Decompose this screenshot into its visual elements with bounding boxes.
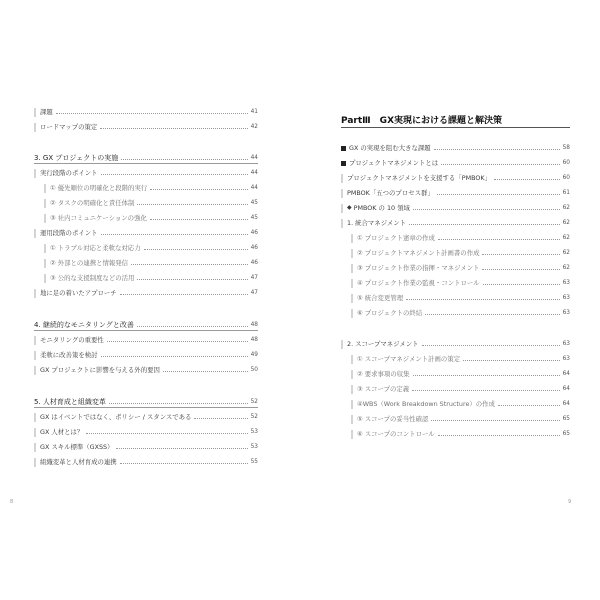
toc-entry-label: GX スキル標準（GXSS）: [40, 443, 114, 451]
toc-entry: [44, 242, 258, 254]
entry-marker-bar: [34, 229, 36, 238]
dot-leader: [413, 208, 560, 210]
toc-page-number: 52: [250, 399, 258, 405]
toc-page-number: 53: [250, 444, 258, 450]
part-title: PartⅢ GX実現における課題と解決策: [341, 116, 503, 126]
toc-page-number: 55: [250, 459, 258, 465]
dot-leader: [463, 359, 560, 361]
dot-leader: [438, 238, 560, 240]
toc-entry-label: 5. 人材育成と組織変革: [34, 398, 106, 406]
entry-marker-bar: [44, 214, 46, 223]
toc-page-number: 53: [250, 429, 258, 435]
dot-leader: [434, 148, 560, 150]
dot-leader: [137, 325, 248, 327]
dot-leader: [413, 374, 560, 376]
dot-leader: [131, 263, 248, 265]
toc-entry: [341, 217, 570, 229]
toc-entry-label: ① トラブル対応と柔軟な対応力: [50, 244, 141, 252]
toc-page-number: 58: [562, 145, 570, 151]
toc-entry-label: 課題: [40, 108, 53, 116]
toc-entry-label: ② プロジェクトマネジメント計画書の作成: [357, 249, 480, 257]
toc-page-number: 42: [250, 124, 258, 130]
entry-marker-bar: [34, 123, 36, 132]
toc-entry-label: ② 外部との連携と情報発信: [50, 259, 129, 267]
toc-entry: [34, 334, 258, 346]
entry-marker-bar: [341, 340, 343, 349]
toc-entry: [34, 426, 258, 438]
toc-entry: [351, 398, 570, 410]
toc-entry-label: ① プロジェクト憲章の作成: [357, 234, 435, 242]
entry-marker-bar: [351, 279, 353, 288]
dot-leader: [412, 389, 559, 391]
toc-entry: [34, 441, 258, 453]
dot-leader: [121, 158, 247, 160]
toc-page-number: 63: [562, 341, 570, 347]
toc-entry: [34, 456, 258, 468]
dot-leader: [483, 283, 560, 285]
toc-entry-label: ④WBS（Work Breakdown Structure）の作成: [357, 400, 495, 408]
toc-page-number: 48: [250, 322, 258, 328]
toc-page-number: 63: [562, 310, 570, 316]
toc-page-number: 47: [250, 275, 258, 281]
toc-page-number: 46: [250, 230, 258, 236]
dot-leader: [437, 193, 560, 195]
square-bullet-icon: [341, 146, 346, 151]
entry-marker-bar: [34, 458, 36, 467]
entry-marker-bar: [341, 189, 343, 198]
toc-page-number: 47: [250, 290, 258, 296]
dot-leader: [56, 112, 248, 114]
toc-entry-label: ロードマップの策定: [40, 123, 98, 131]
entry-marker-bar: [44, 184, 46, 193]
toc-entry-label: ③ 公的な支援制度などの活用: [50, 274, 135, 282]
toc-entry-label: GX の実現を阻む大きな課題: [349, 144, 431, 152]
dot-leader: [163, 370, 248, 372]
toc-entry: [351, 292, 570, 304]
entry-marker-bar: [34, 108, 36, 117]
entry-marker-bar: [351, 355, 353, 364]
toc-entry-label: ② 要求事項の収集: [357, 370, 410, 378]
toc-entry: [351, 383, 570, 395]
toc-page-number: 48: [250, 337, 258, 343]
toc-page-number: 50: [250, 367, 258, 373]
dot-leader: [137, 278, 247, 280]
toc-entry: [34, 287, 258, 299]
toc-page-number: 41: [250, 109, 258, 115]
entry-marker-bar: [351, 234, 353, 243]
entry-marker-bar: [351, 264, 353, 273]
entry-marker-bar: [351, 370, 353, 379]
toc-entry-label: 地に足の着いたアプローチ: [40, 289, 117, 297]
dot-leader: [100, 127, 247, 129]
toc-entry-label: 組織変革と人材育成の連携: [40, 458, 117, 466]
toc-entry-label: 4. 継続的なモニタリングと改善: [34, 321, 134, 329]
toc-page-number: 44: [250, 170, 258, 176]
toc-entry: [351, 232, 570, 244]
dot-leader: [86, 432, 247, 434]
toc-entry: [351, 262, 570, 274]
toc-entry-label: PMBOK の 10 領域: [353, 204, 410, 212]
toc-entry-label: プロジェクトマネジメントとは: [349, 159, 439, 167]
toc-entry: [341, 187, 570, 199]
toc-entry-label: ⑥ スコープのコントロール: [357, 430, 435, 438]
entry-marker-bar: [351, 385, 353, 394]
dot-leader: [438, 434, 560, 436]
entry-marker-bar: [34, 169, 36, 178]
toc-entry: [351, 277, 570, 289]
entry-marker-bar: [351, 309, 353, 318]
dot-leader: [406, 298, 560, 300]
entry-marker-bar: [351, 400, 353, 409]
entry-marker-bar: [34, 413, 36, 422]
entry-marker-bar: [351, 294, 353, 303]
toc-entry: [44, 182, 258, 194]
toc-entry: [341, 142, 570, 154]
toc-entry: [341, 157, 570, 169]
toc-entry-label: 1. 統合マネジメント: [347, 219, 407, 227]
dot-leader: [422, 344, 560, 346]
dot-leader: [409, 223, 560, 225]
dot-leader: [150, 188, 247, 190]
toc-entry-label: 3. GX プロジェクトの実施: [34, 154, 119, 162]
toc-page-number: 65: [562, 416, 570, 422]
toc-entry-label: ① 優先順位の明確化と段階的実行: [50, 184, 148, 192]
toc-page-number: 44: [250, 185, 258, 191]
toc-entry-label: PMBOK「五つのプロセス群」: [347, 189, 434, 197]
toc-entry-label: ③ 社内コミュニケーションの強化: [50, 214, 147, 222]
toc-page-number: 64: [562, 386, 570, 392]
dot-leader: [109, 402, 248, 404]
dot-leader: [116, 447, 247, 449]
square-bullet-icon: [341, 161, 346, 166]
dot-leader: [137, 203, 247, 205]
toc-entry-label: ④ プロジェクト作業の監視・コントロール: [357, 279, 480, 287]
toc-entry-label: 実行段階のポイント: [40, 169, 98, 177]
dot-leader: [441, 163, 559, 165]
toc-entry: [34, 349, 258, 361]
toc-page-number: 64: [562, 401, 570, 407]
entry-marker-bar: [34, 428, 36, 437]
toc-entry-label: プロジェクトマネジメントを支援する「PMBOK」: [347, 174, 491, 182]
toc-page-number: 62: [562, 220, 570, 226]
toc-entry: [351, 428, 570, 440]
dot-leader: [431, 419, 559, 421]
entry-marker-bar: [34, 336, 36, 345]
section-heading-rule: [34, 330, 258, 331]
dot-leader: [498, 404, 560, 406]
toc-entry: [34, 227, 258, 239]
toc-entry-label: ⑥ プロジェクトの終結: [357, 309, 423, 317]
dot-leader: [482, 253, 559, 255]
toc-page-number: 63: [562, 295, 570, 301]
toc-entry: [34, 106, 258, 118]
entry-marker-bar: [351, 415, 353, 424]
entry-marker-bar: [341, 219, 343, 228]
toc-page-number: 49: [250, 352, 258, 358]
dot-leader: [101, 355, 248, 357]
dot-leader: [482, 268, 559, 270]
page-folio-left: 8: [10, 499, 14, 505]
dot-leader: [494, 178, 560, 180]
section-heading-rule: [34, 163, 258, 164]
toc-page-number: 62: [562, 250, 570, 256]
page-folio-right: 9: [568, 499, 572, 505]
toc-entry-label: 運用段階のポイント: [40, 229, 98, 237]
toc-page-number: 44: [250, 155, 258, 161]
toc-entry: [34, 411, 258, 423]
entry-marker-bar: [351, 249, 353, 258]
toc-entry: [351, 413, 570, 425]
entry-marker-bar: [44, 259, 46, 268]
toc-page-number: 46: [250, 260, 258, 266]
section-heading-rule: [34, 407, 258, 408]
entry-marker-bar: [34, 289, 36, 298]
toc-entry: [341, 338, 570, 350]
toc-page-number: 52: [250, 414, 258, 420]
entry-marker-bar: [351, 430, 353, 439]
toc-page-number: 46: [250, 245, 258, 251]
toc-entry-label: ⑤ 統合変更管理: [357, 294, 404, 302]
toc-page-number: 45: [250, 200, 258, 206]
toc-entry-label: GX 人材とは？: [40, 428, 84, 436]
toc-entry-label: ③ プロジェクト作業の指揮・マネジメント: [357, 264, 480, 272]
toc-page-number: 64: [562, 371, 570, 377]
toc-page-number: 62: [562, 205, 570, 211]
dot-leader: [425, 313, 559, 315]
toc-entry-label: 柔軟に改善策を検討: [40, 351, 98, 359]
dot-leader: [120, 293, 248, 295]
entry-marker-bar: [341, 204, 343, 213]
toc-page-number: 63: [562, 356, 570, 362]
toc-page-number: 65: [562, 431, 570, 437]
entry-marker-bar: [34, 443, 36, 452]
entry-marker-bar: [44, 274, 46, 283]
toc-entry: [44, 257, 258, 269]
toc-entry: [351, 307, 570, 319]
toc-entry: [341, 172, 570, 184]
toc-entry-label: ③ スコープの定義: [357, 385, 410, 393]
entry-marker-bar: [34, 366, 36, 375]
toc-entry: [34, 364, 258, 376]
toc-page-number: 60: [562, 160, 570, 166]
toc-entry: [34, 121, 258, 133]
toc-entry-label: ② タスクの明確化と責任体制: [50, 199, 135, 207]
toc-entry: [341, 202, 570, 214]
dot-leader: [101, 233, 248, 235]
dot-leader: [194, 417, 247, 419]
toc-entry-label: ⑤ スコープの妥当性確認: [357, 415, 429, 423]
toc-entry-label: モニタリングの重要性: [40, 336, 104, 344]
toc-entry-label: 2. スコープマネジメント: [347, 340, 419, 348]
dot-leader: [107, 340, 248, 342]
toc-entry: [351, 247, 570, 259]
dot-leader: [101, 173, 248, 175]
toc-entry-label: GX はイベントではなく、ポリシー / スタンスである: [40, 413, 192, 421]
toc-entry: [44, 212, 258, 224]
toc-page-number: 63: [562, 280, 570, 286]
toc-entry: [34, 167, 258, 179]
entry-marker-bar: [44, 199, 46, 208]
toc-page-number: 62: [562, 265, 570, 271]
toc-page-number: 62: [562, 235, 570, 241]
toc-entry: [44, 197, 258, 209]
toc-entry: [351, 368, 570, 380]
dot-leader: [144, 248, 248, 250]
diamond-bullet-icon: ◆: [347, 204, 352, 211]
part-title-rule: [341, 127, 570, 128]
entry-marker-bar: [341, 174, 343, 183]
toc-page-number: 45: [250, 215, 258, 221]
toc-entry-label: ① スコープマネジメント計画の策定: [357, 355, 461, 363]
entry-marker-bar: [44, 244, 46, 253]
toc-page-number: 60: [562, 175, 570, 181]
toc-entry: [351, 353, 570, 365]
dot-leader: [120, 462, 248, 464]
toc-entry: [44, 272, 258, 284]
toc-page-number: 61: [562, 190, 570, 196]
dot-leader: [150, 218, 248, 220]
entry-marker-bar: [34, 351, 36, 360]
toc-entry-label: GX プロジェクトに影響を与える外的要因: [40, 366, 160, 374]
